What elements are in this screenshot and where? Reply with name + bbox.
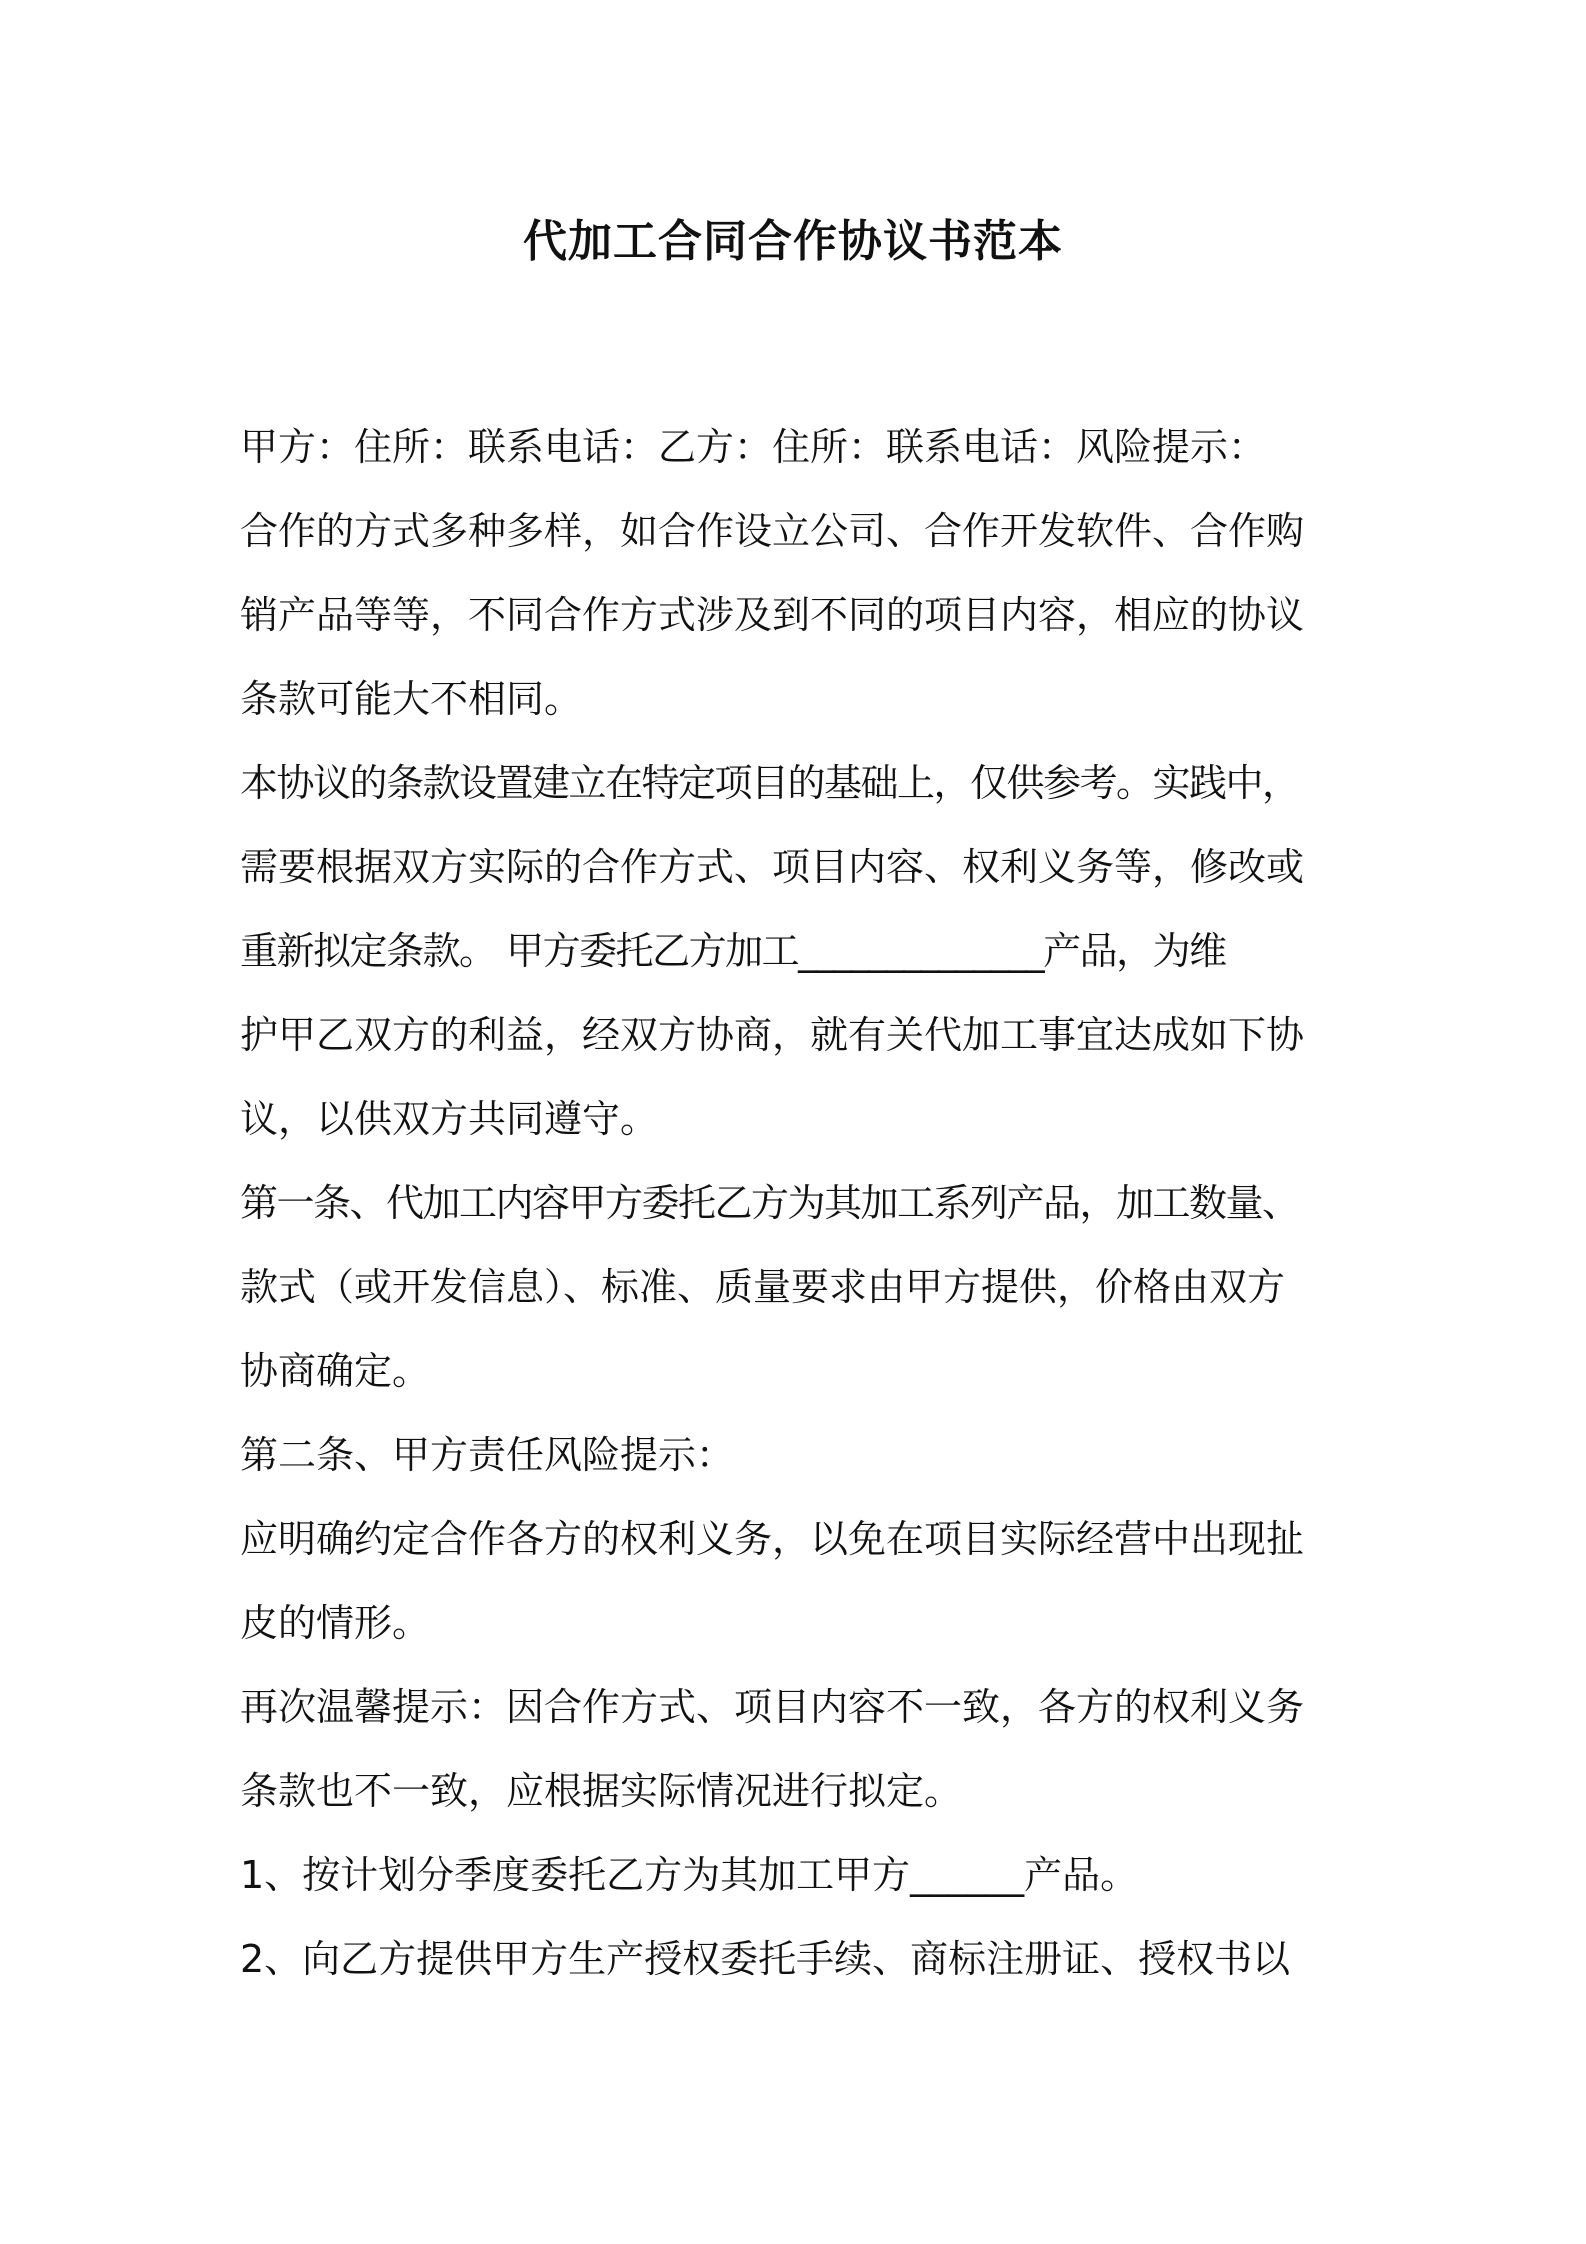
paragraph-line: 条款也不一致，应根据实际情况进行拟定。 xyxy=(240,1769,963,1813)
article-heading-line: 第一条、代加工内容甲方委托乙方为其加工系列产品，加工数量、 xyxy=(240,1181,1299,1225)
paragraph-line: 护甲乙双方的利益，经双方协商，就有关代加工事宜达成如下协 xyxy=(240,1013,1305,1057)
paragraph-line: 合作的方式多种多样，如合作设立公司、合作开发软件、合作购 xyxy=(240,509,1305,553)
paragraph-line: 销产品等等，不同合作方式涉及到不同的项目内容，相应的协议 xyxy=(240,593,1305,637)
paragraph-line: 本协议的条款设置建立在特定项目的基础上，仅供参考。实践中， xyxy=(240,761,1299,805)
paragraph-line: 重新拟定条款。 甲方委托乙方加工______________产品，为维 xyxy=(240,929,1226,973)
paragraph-line: 应明确约定合作各方的权利义务，以免在项目实际经营中出现扯 xyxy=(240,1517,1305,1561)
document-body xyxy=(240,405,1355,2001)
document-title: 代加工合同合作协议书范本 xyxy=(523,216,1063,267)
article-heading-line: 第二条、甲方责任风险提示： xyxy=(240,1433,735,1477)
paragraph-line: 再次温馨提示：因合作方式、项目内容不一致，各方的权利义务 xyxy=(240,1685,1305,1729)
numbered-item-line: 1、按计划分季度委托乙方为其加工甲方______产品。 xyxy=(240,1853,1139,1897)
paragraph-line: 议，以供双方共同遵守。 xyxy=(240,1097,659,1141)
party-info-line: 甲方：住所：联系电话：乙方：住所：联系电话：风险提示： xyxy=(240,425,1267,469)
paragraph-line: 协商确定。 xyxy=(240,1349,431,1393)
numbered-item-line: 2、向乙方提供甲方生产授权委托手续、商标注册证、授权书以 xyxy=(240,1937,1291,1981)
paragraph-line: 条款可能大不相同。 xyxy=(240,677,583,721)
paragraph-line: 皮的情形。 xyxy=(240,1601,431,1645)
paragraph-line: 需要根据双方实际的合作方式、项目内容、权利义务等，修改或 xyxy=(240,845,1305,889)
paragraph-line: 款式（或开发信息）、标准、质量要求由甲方提供，价格由双方 xyxy=(240,1265,1286,1309)
